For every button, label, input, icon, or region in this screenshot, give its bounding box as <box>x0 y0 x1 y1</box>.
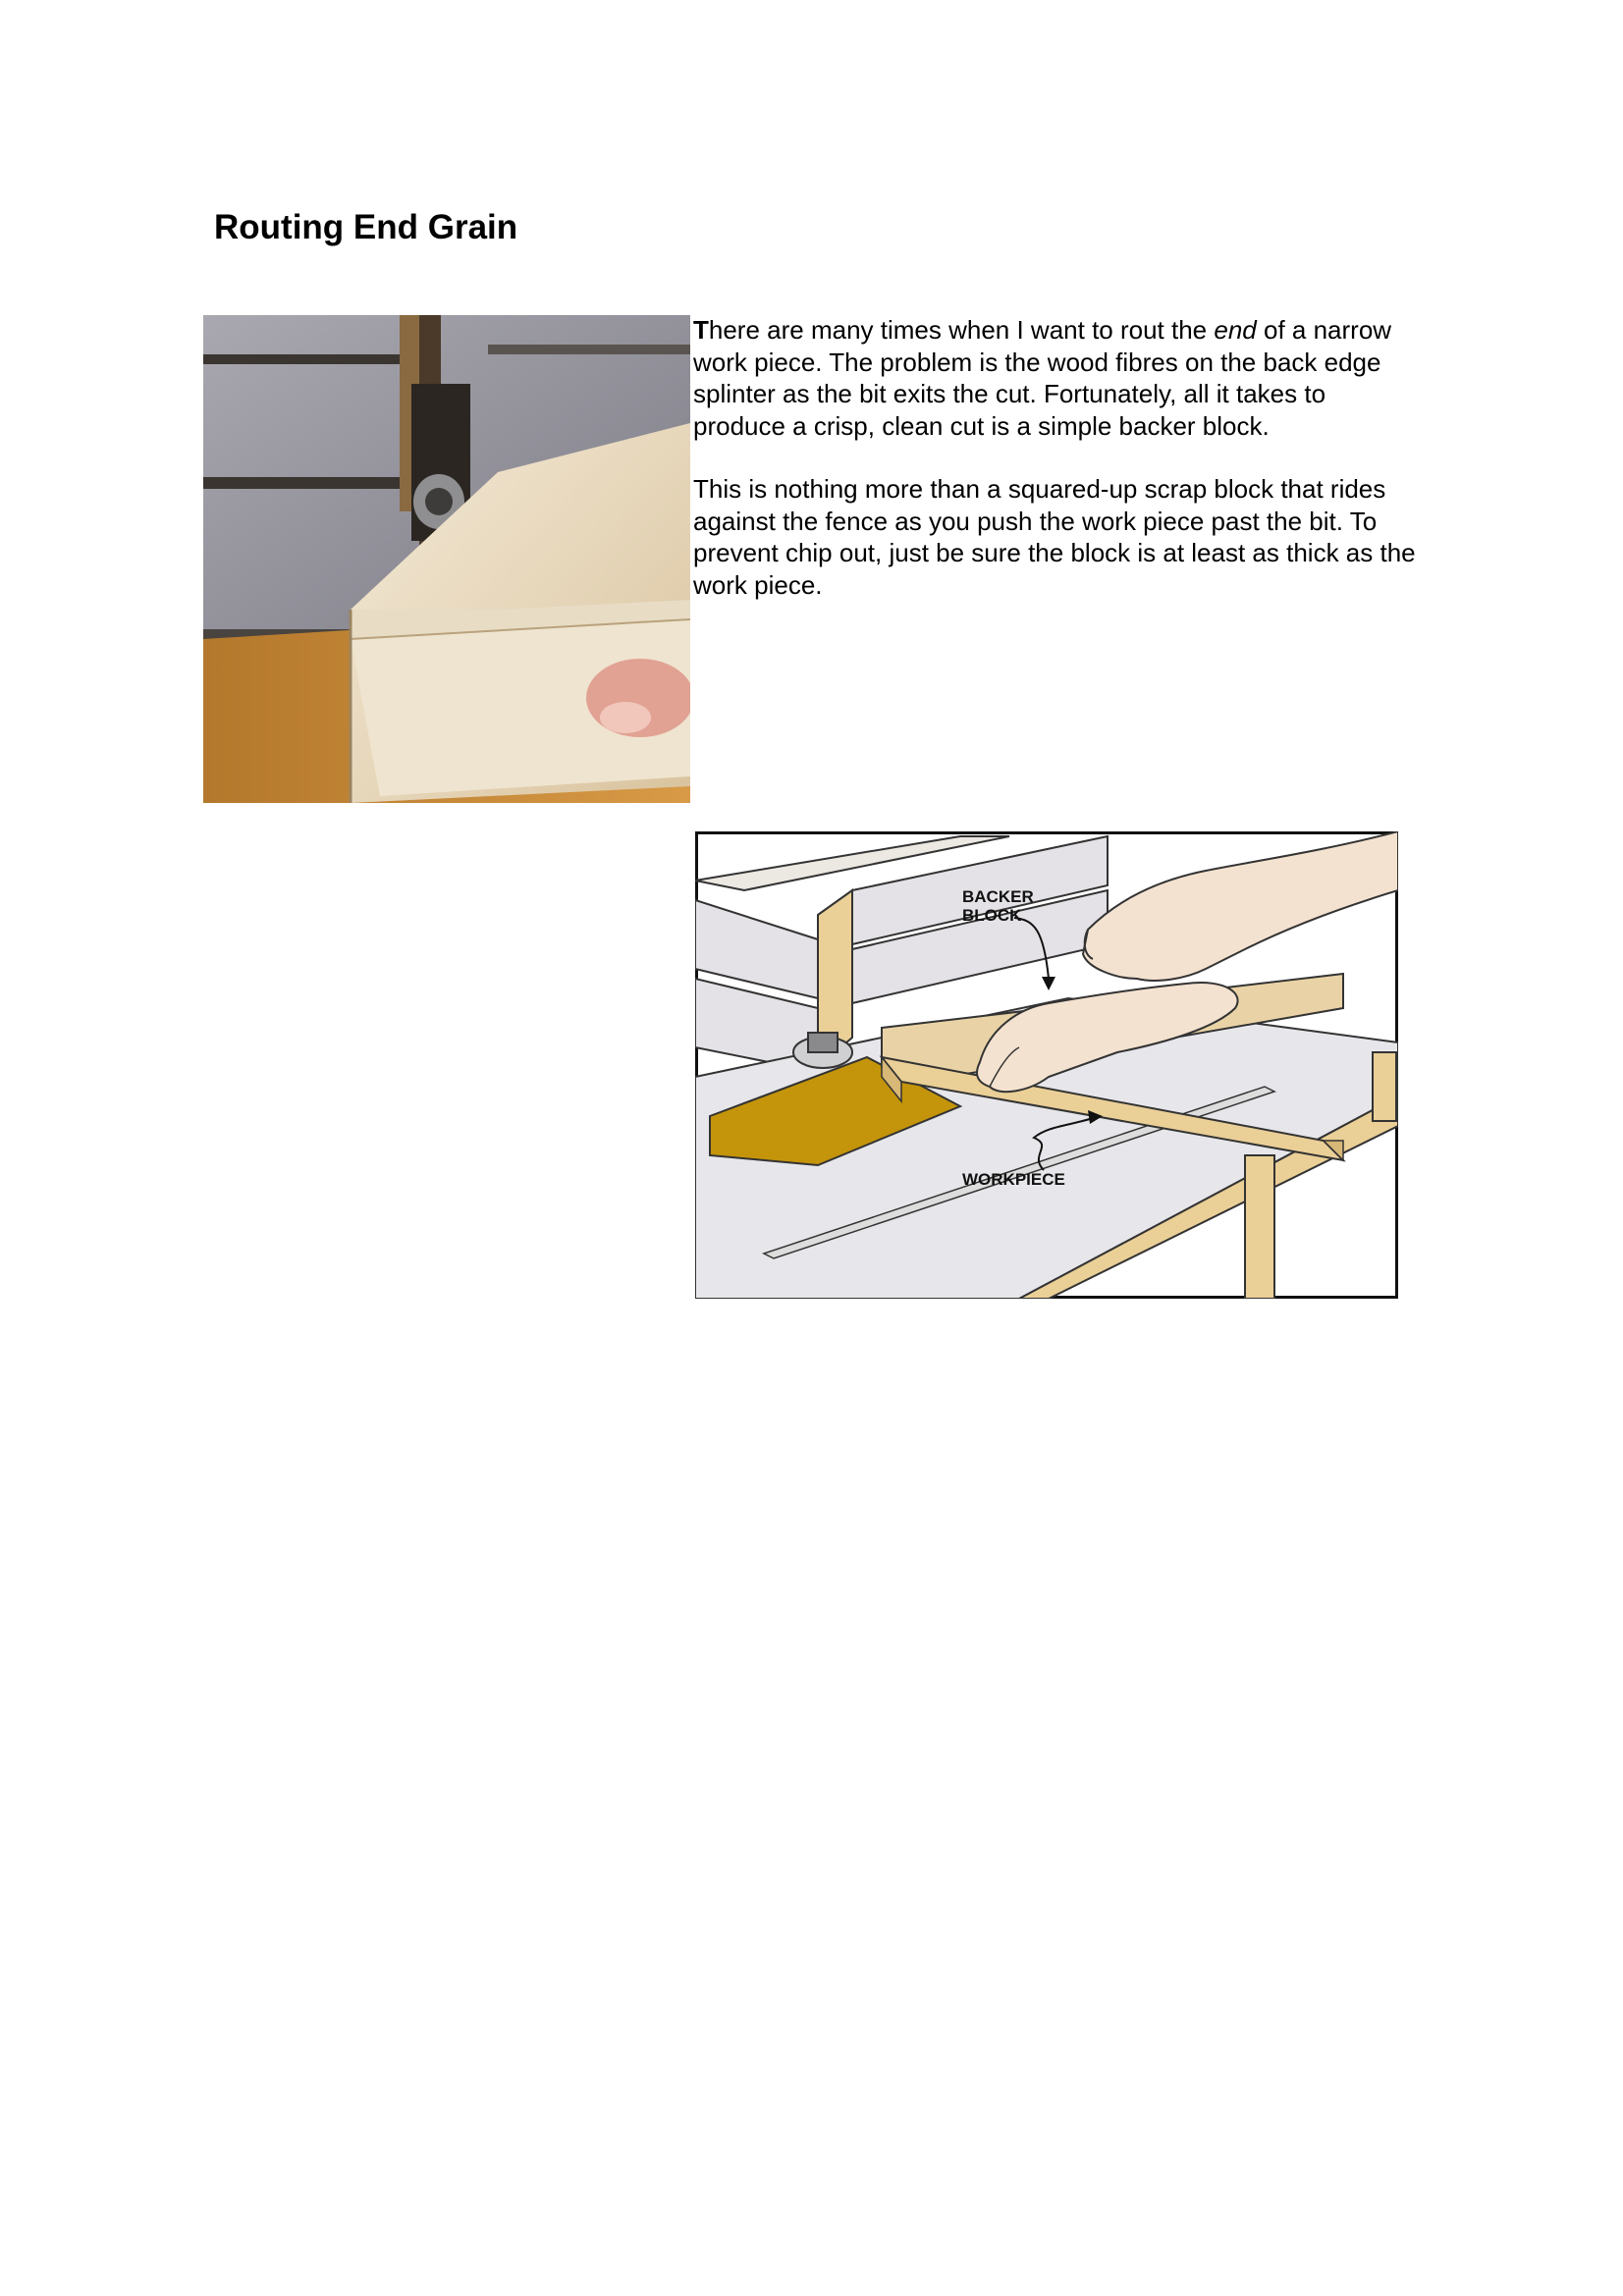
article-body <box>693 314 1420 632</box>
emphasis-end: end <box>1214 315 1257 345</box>
page-title: Routing End Grain <box>214 208 518 246</box>
backer-block-illustration <box>695 831 1398 1299</box>
label-backer-line2: BLOCK <box>962 906 1022 925</box>
paragraph-2: This is nothing more than a squared-up scrap block that rides against the fence as you push the work piece past the bit. To prevent chip out, just be sure the block is at least as thick as the work piece. <box>693 474 1416 600</box>
label-workpiece: WORKPIECE <box>962 1170 1065 1189</box>
paragraph-1 <box>693 314 1420 442</box>
label-backer-line1: BACKER <box>962 887 1034 906</box>
drop-letter: T <box>693 315 709 345</box>
paragraph-1-start: here are many times when I want to rout the <box>708 315 1215 345</box>
paragraph-1-rest: of a narrow work piece. The problem is the wood fibres on the back edge splinter as the bit exits the cut. Fortunately, all it takes to produce a crisp, clean cut is a simple backer block. <box>693 315 1392 441</box>
router-table-photo <box>203 315 690 803</box>
